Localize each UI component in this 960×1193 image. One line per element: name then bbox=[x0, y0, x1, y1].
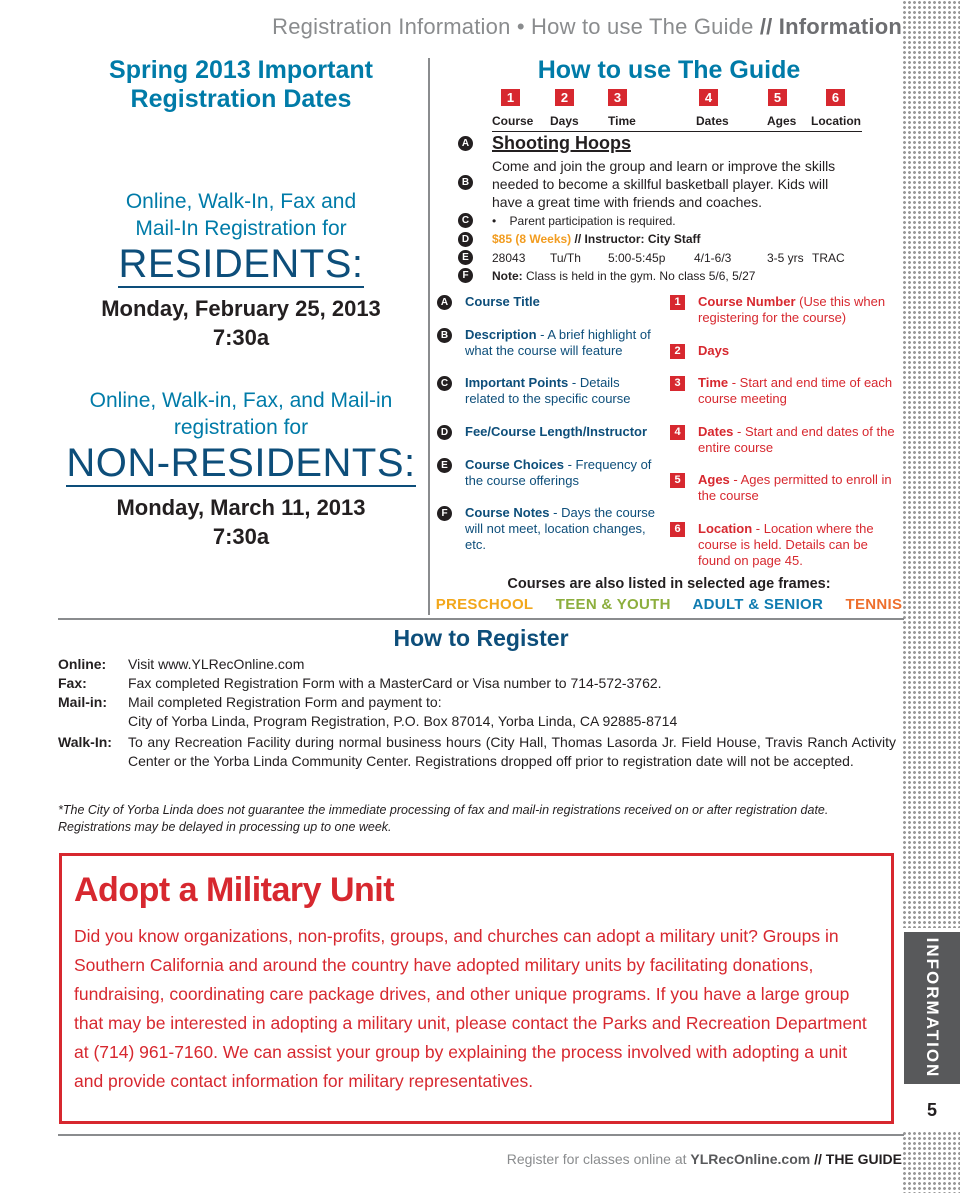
legend-2-title: Days bbox=[698, 343, 730, 358]
dot-pattern-top bbox=[902, 0, 960, 928]
legend-marker-b: B bbox=[437, 328, 452, 343]
legend-item-1 bbox=[698, 294, 898, 326]
header-sep: // bbox=[759, 14, 773, 39]
register-mail-text1: Mail completed Registration Form and payment to: bbox=[128, 694, 442, 710]
legend-c-title: Important Points bbox=[465, 375, 569, 390]
example-course-row bbox=[492, 249, 872, 267]
residents-time: 7:30a bbox=[212, 325, 270, 350]
example-note-label: Note: bbox=[492, 269, 523, 283]
example-ages: 3-5 yrs bbox=[767, 251, 804, 265]
nonresidents-time: 7:30a bbox=[212, 524, 270, 549]
guide-title: How to use The Guide bbox=[537, 56, 801, 84]
marker-c: C bbox=[458, 213, 473, 228]
legend-item-3 bbox=[698, 375, 898, 407]
legend-item-d bbox=[465, 424, 675, 440]
example-fee-sep: // bbox=[574, 232, 582, 246]
footer-guide: THE GUIDE bbox=[825, 1151, 902, 1167]
register-walkin-text: To any Recreation Facility during normal business hours (City Hall, Thomas Lasorda Jr. Field House, Travis Ranch Activity Center or the Yorba Linda Community Center. Registrations dropped off prior to registration date will not be accepted. bbox=[128, 734, 896, 769]
legend-c-desc: - Details related to the specific course bbox=[465, 375, 631, 406]
residents-date: Monday, February 25, 2013 bbox=[101, 296, 381, 321]
header-part2: How to use The Guide bbox=[531, 14, 754, 39]
column-number-1: 1 bbox=[501, 89, 520, 106]
register-online-label: Online: bbox=[58, 656, 107, 672]
legend-item-f bbox=[465, 505, 660, 553]
military-body: Did you know organizations, non-profits, groups, and churches can adopt a military unit? Groups in Southern California and around the country have adopted military units by facilitating donations, fundraising, coordinating care package drives, and other unique programs. If you have a large group that may be interested in adopting a military unit, please contact the Parks and Recreation Department at (714) 961-7160. We can assist your group by explaining the process involved with adopting a unit and provide contact information for military representatives. bbox=[74, 926, 867, 1091]
military-title: Adopt a Military Unit bbox=[74, 871, 395, 909]
legend-item-6 bbox=[698, 521, 883, 569]
legend-d-title: Fee/Course Length/Instructor bbox=[465, 424, 648, 439]
guide-panel bbox=[434, 56, 904, 613]
legend-4-desc: - Start and end dates of the entire course bbox=[698, 424, 895, 455]
register-fax-text: Fax completed Registration Form with a MasterCard or Visa number to 714-572-3762. bbox=[128, 675, 662, 691]
legend-3-title: Time bbox=[698, 375, 729, 390]
example-fee: $85 (8 Weeks) bbox=[492, 232, 572, 246]
header-part3: Information bbox=[778, 14, 902, 39]
legend-number-3: 3 bbox=[670, 376, 685, 391]
register-fax-row bbox=[58, 674, 896, 693]
legend-f-title: Course Notes bbox=[465, 505, 550, 520]
legend-item-2 bbox=[698, 343, 898, 359]
example-important-text: Parent participation is required. bbox=[509, 214, 676, 228]
example-time: 5:00-5:45p bbox=[608, 251, 666, 265]
legend-4-title: Dates bbox=[698, 424, 734, 439]
legend-number-2: 2 bbox=[670, 344, 685, 359]
registration-dates-panel bbox=[58, 56, 424, 551]
legend-item-a bbox=[465, 294, 665, 310]
footer-sep: // bbox=[810, 1151, 826, 1167]
age-frame-adult-senior[interactable]: ADULT & SENIOR bbox=[692, 596, 824, 613]
legend-item-4 bbox=[698, 424, 898, 456]
footer-site[interactable]: YLRecOnline.com bbox=[690, 1151, 811, 1167]
column-head-location: Location bbox=[811, 114, 861, 128]
legend-b-desc: - A brief highlight of what the course will feature bbox=[465, 327, 651, 358]
example-desc-line3: have a great time with friends and coaches. bbox=[492, 194, 763, 210]
column-number-2: 2 bbox=[555, 89, 574, 106]
column-number-5: 5 bbox=[768, 89, 787, 106]
nonresidents-sub-line2: registration for bbox=[173, 416, 309, 439]
legend-6-desc: - Location where the course is held. Details can be found on page 45. bbox=[698, 521, 874, 568]
dates-title-line2: Registration Dates bbox=[130, 85, 352, 113]
example-dates: 4/1-6/3 bbox=[694, 251, 732, 265]
column-head-course: Course bbox=[492, 114, 534, 128]
legend-e-title: Course Choices bbox=[465, 457, 564, 472]
legend-marker-d: D bbox=[437, 425, 452, 440]
legend-a-title: Course Title bbox=[465, 294, 540, 309]
legend-item-5 bbox=[698, 472, 898, 504]
legend-number-4: 4 bbox=[670, 425, 685, 440]
register-title: How to Register bbox=[393, 625, 569, 651]
nonresidents-date: Monday, March 11, 2013 bbox=[116, 495, 366, 520]
residents-label: RESIDENTS: bbox=[118, 242, 364, 286]
column-divider bbox=[428, 58, 430, 615]
column-head-rule bbox=[492, 131, 862, 132]
column-number-6: 6 bbox=[826, 89, 845, 106]
age-frame-tennis[interactable]: TENNIS bbox=[845, 596, 903, 613]
residents-sub-line2: Mail-In Registration for bbox=[135, 217, 347, 240]
footer-prefix: Register for classes online at bbox=[506, 1151, 691, 1167]
legend-item-c bbox=[465, 375, 650, 407]
example-fee-row bbox=[492, 230, 701, 248]
nonresidents-label: NON-RESIDENTS: bbox=[66, 441, 416, 485]
legend-marker-a: A bbox=[437, 295, 452, 310]
legend-number-6: 6 bbox=[670, 522, 685, 537]
legend-b-title: Description bbox=[465, 327, 537, 342]
page-number: 5 bbox=[926, 1100, 937, 1120]
register-disclaimer: *The City of Yorba Linda does not guarantee the immediate processing of fax and mail-in registrations received on or after registration date. Registrations may be delayed in processing up to one week. bbox=[58, 803, 829, 834]
marker-d: D bbox=[458, 232, 473, 247]
register-walkin-label: Walk-In: bbox=[58, 734, 112, 750]
legend-f-desc: - Days the course will not meet, location changes, etc. bbox=[465, 505, 656, 552]
column-number-3: 3 bbox=[608, 89, 627, 106]
legend-e-desc: - Frequency of the course offerings bbox=[465, 457, 652, 488]
header-part1: Registration Information bbox=[272, 14, 511, 39]
legend-item-b bbox=[465, 327, 665, 359]
legend-marker-c: C bbox=[437, 376, 452, 391]
page-header bbox=[272, 14, 902, 40]
example-note-row bbox=[492, 267, 755, 285]
dot-pattern-bottom bbox=[902, 1131, 960, 1193]
age-frames-title: Courses are also listed in selected age frames: bbox=[507, 576, 831, 592]
column-number-4: 4 bbox=[699, 89, 718, 106]
example-desc-line1: Come and join the group and learn or improve the skills bbox=[492, 158, 836, 174]
register-fax-label: Fax: bbox=[58, 675, 87, 691]
age-frames-list bbox=[434, 596, 904, 613]
legend-number-5: 5 bbox=[670, 473, 685, 488]
register-mail-row bbox=[58, 693, 896, 731]
register-mail-text2: City of Yorba Linda, Program Registration, P.O. Box 87014, Yorba Linda, CA 92885-8714 bbox=[128, 713, 678, 729]
marker-b: B bbox=[458, 175, 473, 190]
legend-item-e bbox=[465, 457, 660, 489]
register-online-row bbox=[58, 655, 896, 674]
page-footer bbox=[507, 1151, 902, 1167]
column-head-ages: Ages bbox=[767, 114, 797, 128]
example-days: Tu/Th bbox=[550, 251, 581, 265]
legend-3-desc: - Start and end time of each course meeting bbox=[698, 375, 893, 406]
legend-1-desc: (Use this when registering for the course) bbox=[698, 294, 886, 325]
age-frame-teen-youth[interactable]: TEEN & YOUTH bbox=[555, 596, 671, 613]
example-location: TRAC bbox=[812, 251, 845, 265]
legend-6-title: Location bbox=[698, 521, 753, 536]
example-note-text: Class is held in the gym. No class 5/6, 5/27 bbox=[526, 269, 756, 283]
marker-e: E bbox=[458, 250, 473, 265]
legend-5-title: Ages bbox=[698, 472, 730, 487]
legend-5-desc: - Ages permitted to enroll in the course bbox=[698, 472, 892, 503]
register-walkin-row bbox=[58, 733, 896, 791]
example-title: Shooting Hoops bbox=[492, 133, 631, 153]
register-mail-label: Mail-in: bbox=[58, 694, 107, 710]
example-important bbox=[492, 212, 676, 230]
column-head-dates: Dates bbox=[696, 114, 729, 128]
footer-rule bbox=[58, 1134, 904, 1136]
legend-marker-e: E bbox=[437, 458, 452, 473]
residents-sub-line1: Online, Walk-In, Fax and bbox=[125, 190, 357, 213]
marker-a: A bbox=[458, 136, 473, 151]
age-frame-preschool[interactable]: PRESCHOOL bbox=[435, 596, 534, 613]
legend-marker-f: F bbox=[437, 506, 452, 521]
military-unit-box bbox=[59, 853, 894, 1124]
example-desc-line2: needed to become a skillful basketball player. Kids will bbox=[492, 176, 829, 192]
register-online-text[interactable]: Visit www.YLRecOnline.com bbox=[128, 656, 305, 672]
section-divider bbox=[58, 618, 904, 620]
example-instructor: Instructor: City Staff bbox=[584, 232, 701, 246]
example-bullet: • bbox=[492, 214, 497, 228]
marker-f: F bbox=[458, 268, 473, 283]
column-head-time: Time bbox=[608, 114, 636, 128]
legend-1-title: Course Number bbox=[698, 294, 796, 309]
nonresidents-sub-line1: Online, Walk-in, Fax, and Mail-in bbox=[89, 389, 393, 412]
column-head-days: Days bbox=[550, 114, 579, 128]
legend-number-1: 1 bbox=[670, 295, 685, 310]
information-side-tab[interactable] bbox=[904, 932, 960, 1084]
dates-title-line1: Spring 2013 Important bbox=[109, 56, 373, 84]
side-tab-label: INFORMATION bbox=[923, 937, 942, 1079]
header-dot: • bbox=[516, 14, 525, 39]
example-course: 28043 bbox=[492, 251, 526, 265]
